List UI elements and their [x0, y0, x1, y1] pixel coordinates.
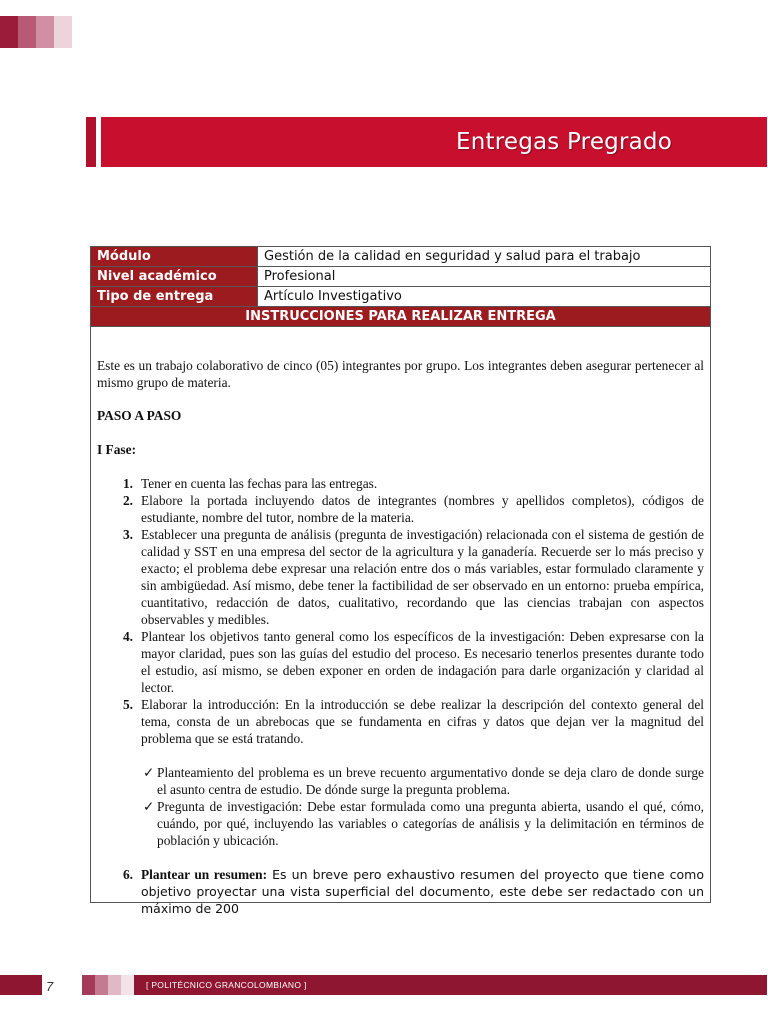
step-number: 1. [122, 476, 133, 491]
footer-brand: [ POLITÉCNICO GRANCOLOMBIANO ] [146, 980, 307, 990]
table-row [91, 287, 711, 307]
deco-square [95, 975, 108, 995]
step-text [141, 866, 704, 917]
step-number: 4. [122, 629, 133, 644]
deco-square [54, 16, 72, 48]
check-text: Pregunta de investigación: Debe estar formulada como una pregunta abierta, usando el qué, cómo, cuándo, por qué, incluyendo las variables o categorías de análisis y la delimitación en términos de población y ubicación. [157, 799, 704, 848]
list-item [115, 628, 704, 696]
delivery-type-value: Artículo Investigativo [258, 287, 711, 307]
steps-list [115, 475, 704, 747]
list-item [115, 492, 704, 526]
page-title: Entregas Pregrado [455, 129, 672, 155]
list-item [143, 764, 704, 798]
header-banner [101, 117, 767, 167]
checks-list [143, 764, 704, 849]
check-text: Planteamiento del problema es un breve recuento argumentativo donde se deja claro de donde surge el asunto centra de estudio. De dónde surge la pregunta problema. [157, 765, 704, 797]
step-body: Es un breve pero exhaustivo resumen del proyecto que tiene como objetivo proyectar una vista superficial del documento, este debe ser redactado con un máximo de 200 [141, 867, 704, 916]
step-number: 6. [122, 867, 133, 882]
deco-square [36, 16, 54, 48]
footer-decorative-squares [82, 975, 134, 995]
step-text: Elabore la portada incluyendo datos de integrantes (nombres y apellidos completos), códigos de estudiante, nombre del tutor, nombre de la materia. [141, 493, 704, 525]
top-decorative-squares [0, 16, 72, 48]
intro-paragraph: Este es un trabajo colaborativo de cinco (05) integrantes por grupo. Los integrantes deben asegurar pertenecer al mismo grupo de materia. [97, 358, 704, 390]
check-icon: ✓ [143, 799, 155, 814]
step-text: Tener en cuenta las fechas para las entregas. [141, 476, 378, 491]
instructions-content [90, 325, 711, 916]
step-heading: PASO A PASO [97, 408, 182, 423]
list-item [115, 866, 704, 917]
step-text: Establecer una pregunta de análisis (pregunta de investigación) relacionada con el sistema de gestión de calidad y SST en una empresa del sector de la agricultura y la ganadería. Recuerde ser lo más preciso y exacto; el problema debe expresar una relación entre dos o más variables, estar formulado claramente y sin ambigüedad. Así mismo, debe tener la factibilidad de ser observado en un entorno: prueba empírica, cuantitativo, redacción de datos, cualitativo, recordando que las ciencias trabajan con aspectos observables y medibles. [141, 527, 704, 627]
module-value: Gestión de la calidad en seguridad y salud para el trabajo [258, 247, 711, 267]
info-table [90, 246, 711, 327]
level-value: Profesional [258, 267, 711, 287]
list-item [115, 696, 704, 747]
delivery-type-label: Tipo de entrega [91, 287, 258, 307]
list-item [143, 798, 704, 849]
table-row [91, 247, 711, 267]
deco-square [108, 975, 121, 995]
footer-bar [134, 975, 767, 995]
level-label: Nivel académico [91, 267, 258, 287]
step-text: Elaborar la introducción: En la introducción se debe realizar la descripción del contexto general del tema, consta de un abrebocas que se fundamenta en cifras y datos que dejan ver la magnitud del problema que se está tratando. [141, 697, 704, 746]
table-row [91, 267, 711, 287]
step-number: 5. [122, 697, 133, 712]
page-number: 7 [46, 979, 54, 994]
instructions-title: INSTRUCCIONES PARA REALIZAR ENTREGA [91, 307, 711, 327]
table-row [91, 307, 711, 327]
phase-heading: I Fase: [97, 442, 137, 457]
steps-list-continued [115, 866, 704, 917]
header-accent-mark [86, 117, 96, 167]
deco-square [82, 975, 95, 995]
deco-square [121, 975, 134, 995]
step-text: Plantear los objetivos tanto general como los específicos de la investigación: Deben expresarse con la mayor claridad, pues son las guías del estudio del proceso. Es necesario tenerlos presentes durante todo el estudio, así mismo, se deben exponer en orden de indagación para darle organización y claridad al lector. [141, 629, 704, 695]
step-lead: Plantear un resumen: [141, 867, 268, 882]
step-number: 2. [122, 493, 133, 508]
list-item [115, 526, 704, 628]
footer-left-block [0, 975, 42, 995]
list-item [115, 475, 704, 492]
check-icon: ✓ [143, 765, 155, 780]
step-number: 3. [122, 527, 133, 542]
deco-square [18, 16, 36, 48]
module-label: Módulo [91, 247, 258, 267]
deco-square [0, 16, 18, 48]
